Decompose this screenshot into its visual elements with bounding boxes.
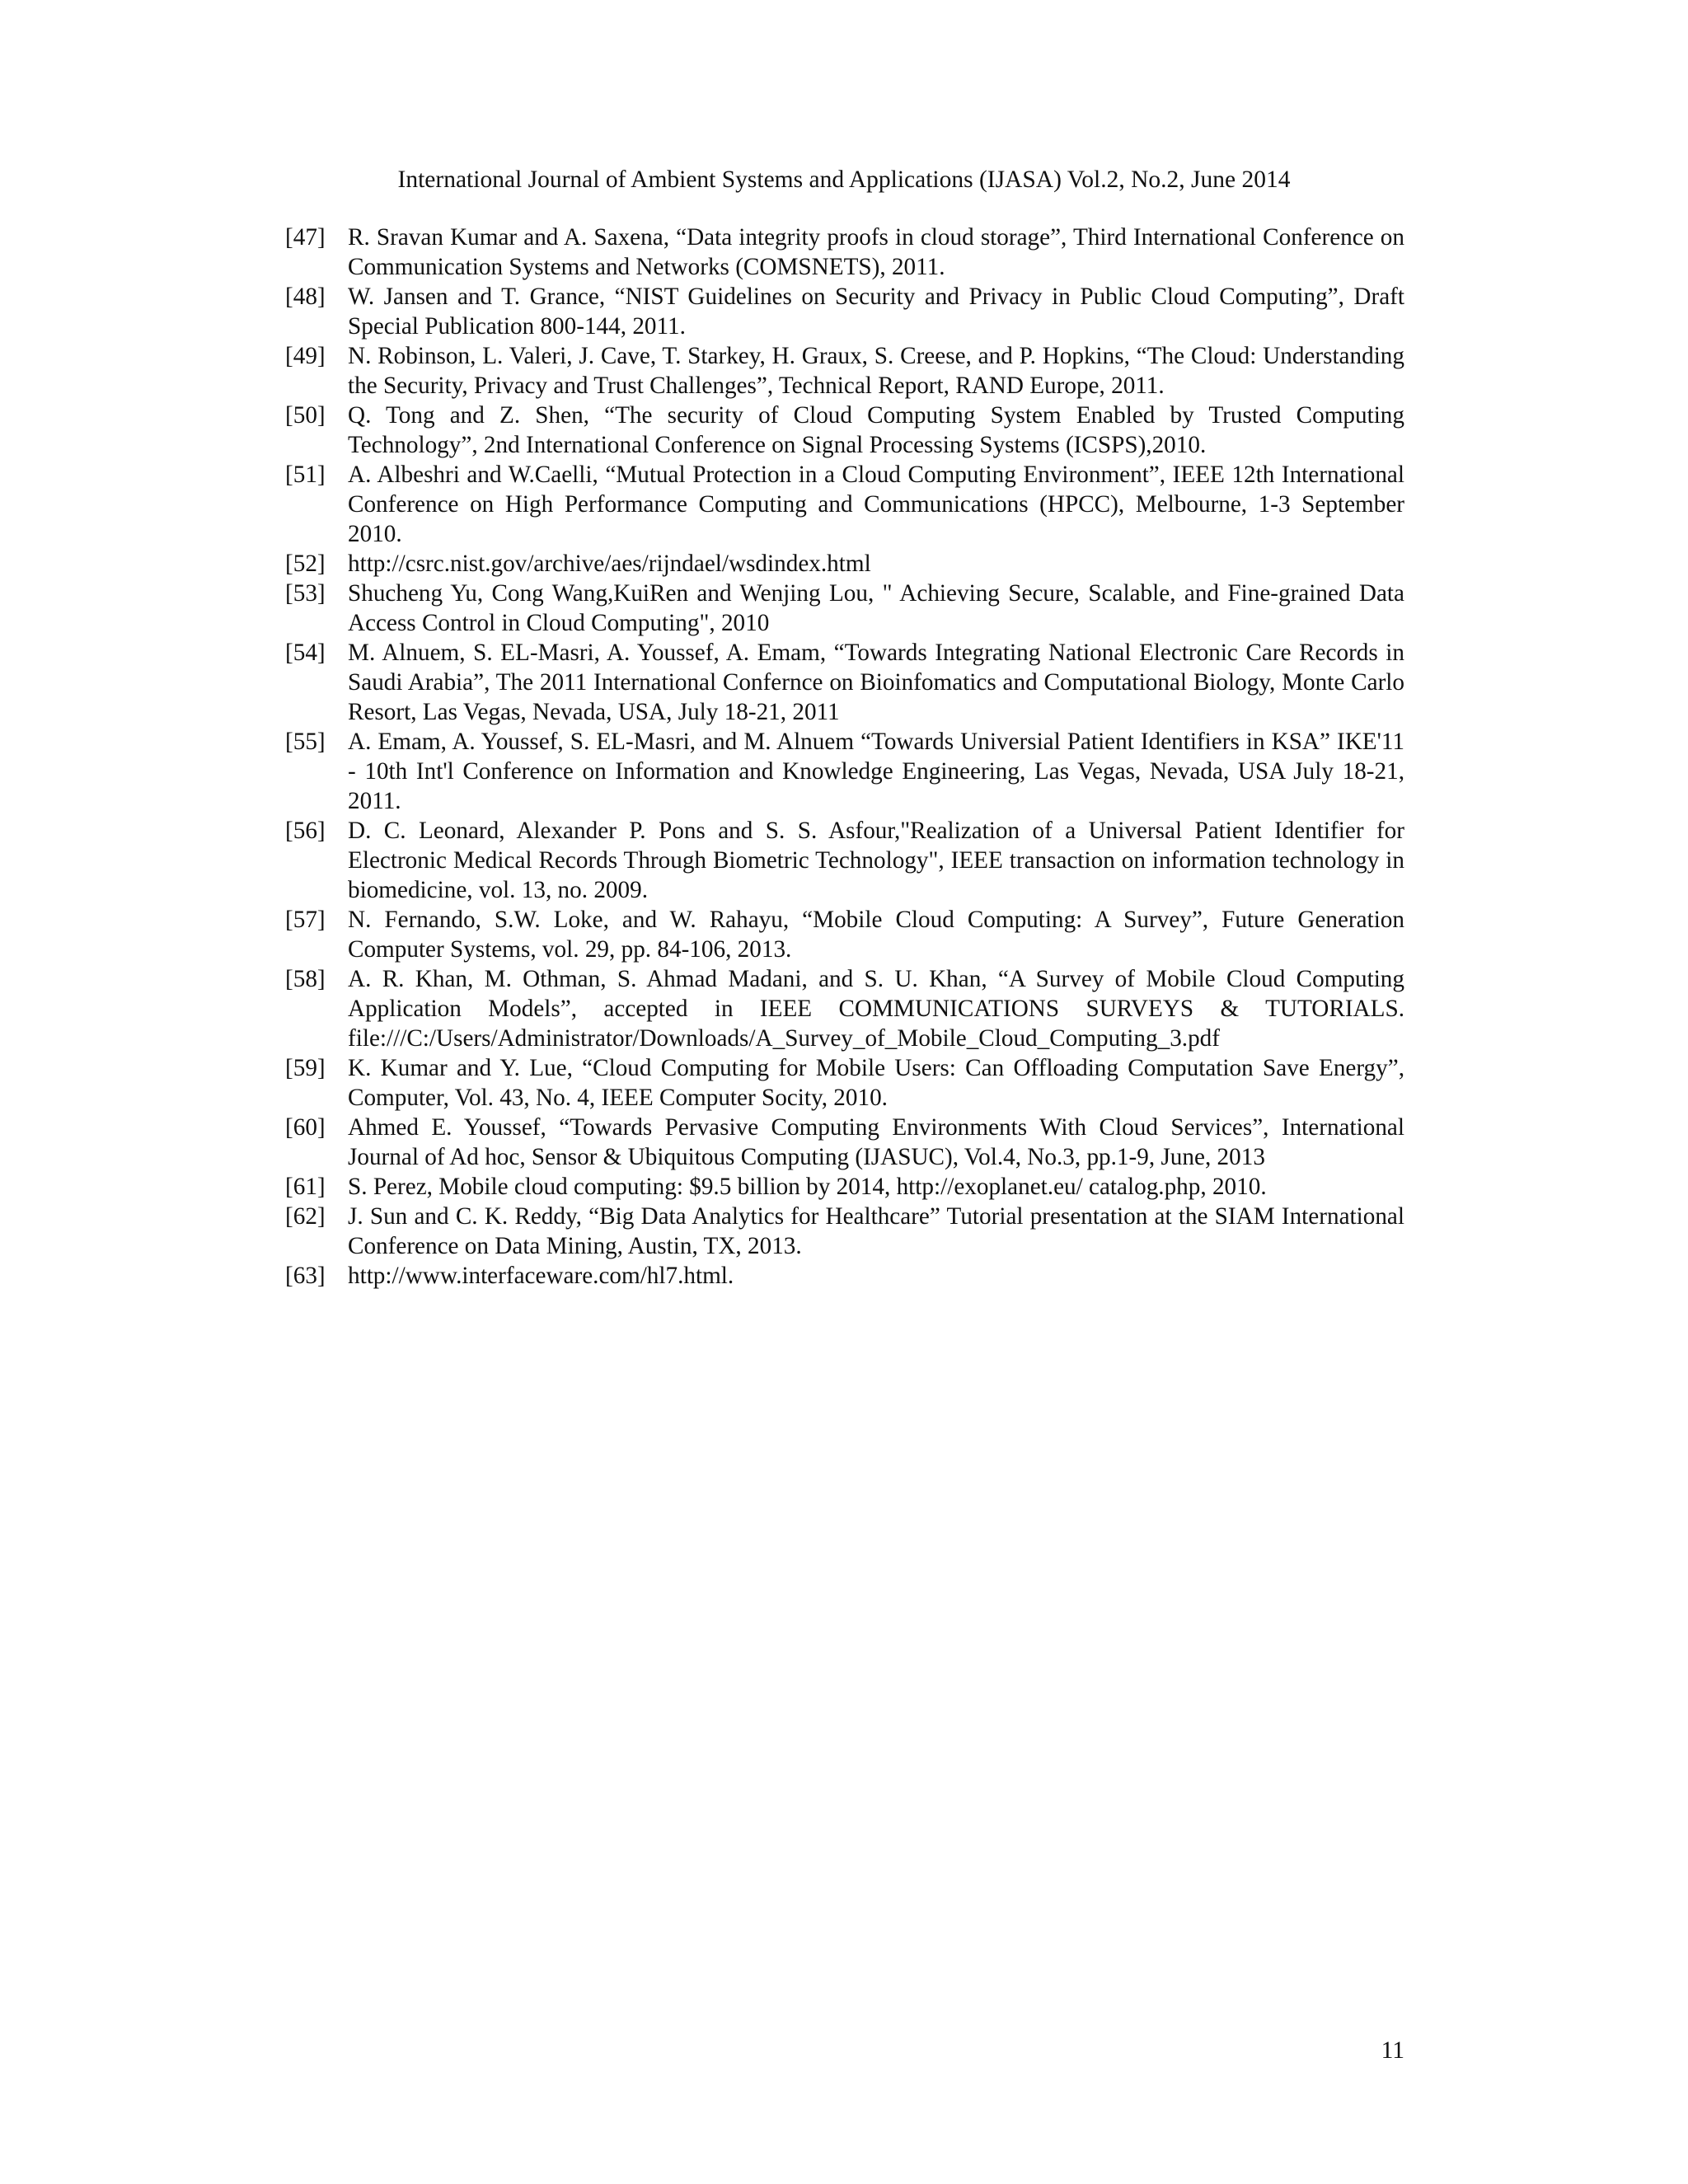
reference-57: [285, 905, 1404, 964]
reference-text: Shucheng Yu, Cong Wang,KuiRen and Wenjing Lou, " Achieving Secure, Scalable, and Fine-grained Data Access Control in Cloud Computing", 2010: [348, 580, 1404, 636]
reference-text: A. Emam, A. Youssef, S. EL-Masri, and M. Alnuem “Towards Universial Patient Identifiers in KSA” IKE'11 - 10th Int'l Conference on Information and Knowledge Engineering, Las Vegas, Nevada, USA July 18-21, 2011.: [348, 729, 1404, 814]
reference-54: [285, 638, 1404, 727]
reference-63: [285, 1261, 1404, 1291]
reference-text: Ahmed E. Youssef, “Towards Pervasive Computing Environments With Cloud Services”, International Journal of Ad hoc, Sensor & Ubiquitous Computing (IJASUC), Vol.4, No.3, pp.1-9, June, 2013: [348, 1114, 1404, 1170]
reference-link[interactable]: http://csrc.nist.gov/archive/aes/rijndael/wsdindex.html: [348, 551, 871, 577]
reference-text: D. C. Leonard, Alexander P. Pons and S. S. Asfour,"Realization of a Universal Patient Identifier for Electronic Medical Records Through Biometric Technology", IEEE transaction on information technology in biomedicine, vol. 13, no. 2009.: [348, 818, 1404, 903]
reference-number: [47]: [285, 224, 326, 251]
reference-text: R. Sravan Kumar and A. Saxena, “Data integrity proofs in cloud storage”, Third International Conference on Communication Systems and Networks (COMSNETS), 2011.: [348, 224, 1404, 280]
reference-51: [285, 460, 1404, 549]
reference-number: [56]: [285, 818, 326, 844]
reference-52: [285, 549, 1404, 579]
reference-56: [285, 816, 1404, 905]
reference-50: [285, 401, 1404, 460]
reference-60: [285, 1113, 1404, 1172]
reference-text: M. Alnuem, S. EL-Masri, A. Youssef, A. Emam, “Towards Integrating National Electronic Care Records in Saudi Arabia”, The 2011 International Confernce on Bioinfomatics and Computational Biology, Monte Carlo Resort, Las Vegas, Nevada, USA, July 18-21, 2011: [348, 640, 1404, 725]
reference-text: A. R. Khan, M. Othman, S. Ahmad Madani, and S. U. Khan, “A Survey of Mobile Cloud Computing Application Models”, accepted in IEEE COMMUNICATIONS SURVEYS & TUTORIALS. file:///C:/Users/Administrator/Downloads/A_Survey_of_Mobile_Cloud_Computing_3.pdf: [348, 966, 1404, 1052]
reference-number: [55]: [285, 729, 326, 755]
reference-number: [60]: [285, 1114, 326, 1141]
reference-48: [285, 282, 1404, 341]
reference-62: [285, 1202, 1404, 1261]
reference-number: [62]: [285, 1203, 326, 1230]
reference-number: [59]: [285, 1055, 326, 1081]
reference-list: [285, 223, 1404, 1291]
reference-number: [57]: [285, 907, 326, 933]
reference-58: [285, 964, 1404, 1053]
reference-number: [54]: [285, 640, 326, 666]
reference-text: J. Sun and C. K. Reddy, “Big Data Analytics for Healthcare” Tutorial presentation at the SIAM International Conference on Data Mining, Austin, TX, 2013.: [348, 1203, 1404, 1259]
reference-text: Q. Tong and Z. Shen, “The security of Cloud Computing System Enabled by Trusted Computing Technology”, 2nd International Conference on Signal Processing Systems (ICSPS),2010.: [348, 402, 1404, 458]
page-number: 11: [1381, 2037, 1404, 2064]
reference-number: [61]: [285, 1174, 326, 1200]
reference-61: [285, 1172, 1404, 1202]
reference-59: [285, 1053, 1404, 1113]
reference-number: [58]: [285, 966, 326, 992]
reference-53: [285, 579, 1404, 638]
reference-number: [50]: [285, 402, 326, 429]
reference-link[interactable]: http://www.interfaceware.com/hl7.html.: [348, 1263, 734, 1289]
reference-number: [53]: [285, 580, 326, 607]
reference-text: K. Kumar and Y. Lue, “Cloud Computing for Mobile Users: Can Offloading Computation Save Energy”, Computer, Vol. 43, No. 4, IEEE Computer Socity, 2010.: [348, 1055, 1404, 1111]
reference-number: [63]: [285, 1263, 326, 1289]
reference-text: N. Fernando, S.W. Loke, and W. Rahayu, “Mobile Cloud Computing: A Survey”, Future Generation Computer Systems, vol. 29, pp. 84-106, 2013.: [348, 907, 1404, 963]
reference-text: N. Robinson, L. Valeri, J. Cave, T. Starkey, H. Graux, S. Creese, and P. Hopkins, “The Cloud: Understanding the Security, Privacy and Trust Challenges”, Technical Report, RAND Europe, 2011.: [348, 343, 1404, 399]
reference-text: W. Jansen and T. Grance, “NIST Guidelines on Security and Privacy in Public Cloud Computing”, Draft Special Publication 800-144, 2011.: [348, 284, 1404, 340]
reference-49: [285, 341, 1404, 401]
running-header: International Journal of Ambient Systems and Applications (IJASA) Vol.2, No.2, June 2014: [397, 166, 1291, 193]
reference-number: [51]: [285, 462, 326, 488]
reference-number: [48]: [285, 284, 326, 310]
reference-number: [52]: [285, 551, 326, 577]
reference-text: S. Perez, Mobile cloud computing: $9.5 billion by 2014, http://exoplanet.eu/ catalog.php, 2010.: [348, 1174, 1267, 1200]
reference-number: [49]: [285, 343, 326, 369]
reference-55: [285, 727, 1404, 816]
reference-text: A. Albeshri and W.Caelli, “Mutual Protection in a Cloud Computing Environment”, IEEE 12th International Conference on High Performance Computing and Communications (HPCC), Melbourne, 1-3 September 2010.: [348, 462, 1404, 547]
reference-47: [285, 223, 1404, 282]
